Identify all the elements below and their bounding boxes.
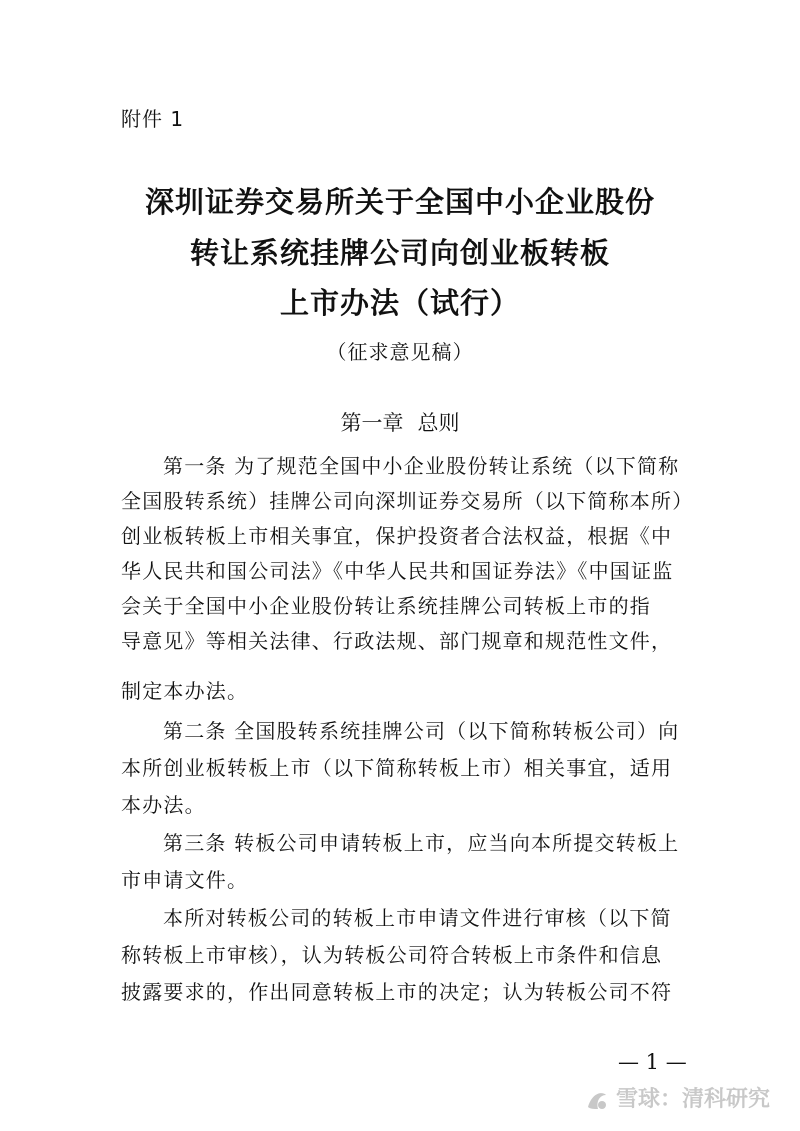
paragraph-review-line-2: 称转板上市审核），认为转板公司符合转板上市条件和信息 bbox=[121, 943, 663, 967]
document-title-line-3: 上市办法（试行） bbox=[279, 286, 520, 320]
article-1-line-5: 会关于全国中小企业股份转让系统挂牌公司转板上市的指 bbox=[121, 594, 651, 618]
document-title-line-2: 转让系统挂牌公司向创业板转板 bbox=[189, 236, 610, 270]
attachment-label: 附件 1 bbox=[121, 107, 185, 131]
article-1-line-4: 华人民共和国公司法》《中华人民共和国证券法》《中国证监 bbox=[121, 559, 674, 583]
article-1-line-2: 全国股转系统）挂牌公司向深圳证券交易所（以下简称本所） bbox=[121, 489, 694, 513]
watermark bbox=[584, 1086, 770, 1114]
article-3-line-2: 市申请文件。 bbox=[121, 868, 249, 892]
article-2-line-2: 本所创业板转板上市（以下简称转板上市）相关事宜，适用 bbox=[121, 756, 673, 780]
article-1-line-3: 创业板转板上市相关事宜，保护投资者合法权益，根据《中 bbox=[121, 524, 673, 548]
article-3-line-1: 第三条 转板公司申请转板上市，应当向本所提交转板上 bbox=[163, 831, 680, 855]
watermark-text: 雪球：清科研究 bbox=[616, 1087, 771, 1112]
document-title-line-1: 深圳证券交易所关于全国中小企业股份 bbox=[144, 185, 655, 219]
document-subtitle: （征求意见稿） bbox=[326, 340, 474, 364]
article-2-line-1: 第二条 全国股转系统挂牌公司（以下简称转板公司）向 bbox=[163, 719, 680, 743]
snowball-logo-icon bbox=[584, 1087, 610, 1113]
article-1-line-1: 第一条 为了规范全国中小企业股份转让系统（以下简称 bbox=[163, 454, 680, 478]
article-1-line-6: 导意见》等相关法律、行政法规、部门规章和规范性文件， bbox=[121, 629, 673, 653]
paragraph-review-line-3: 披露要求的，作出同意转板上市的决定；认为转板公司不符 bbox=[121, 980, 673, 1004]
chapter-number: 第一章 bbox=[340, 411, 404, 435]
chapter-name: 总则 bbox=[417, 411, 460, 435]
chapter-heading bbox=[0, 408, 800, 438]
article-1-line-7: 制定本办法。 bbox=[121, 679, 249, 703]
paragraph-review-line-1: 本所对转板公司的转板上市申请文件进行审核（以下简 bbox=[163, 906, 672, 930]
page-number: — 1 — bbox=[618, 1050, 687, 1074]
article-2-line-3: 本办法。 bbox=[121, 793, 206, 817]
